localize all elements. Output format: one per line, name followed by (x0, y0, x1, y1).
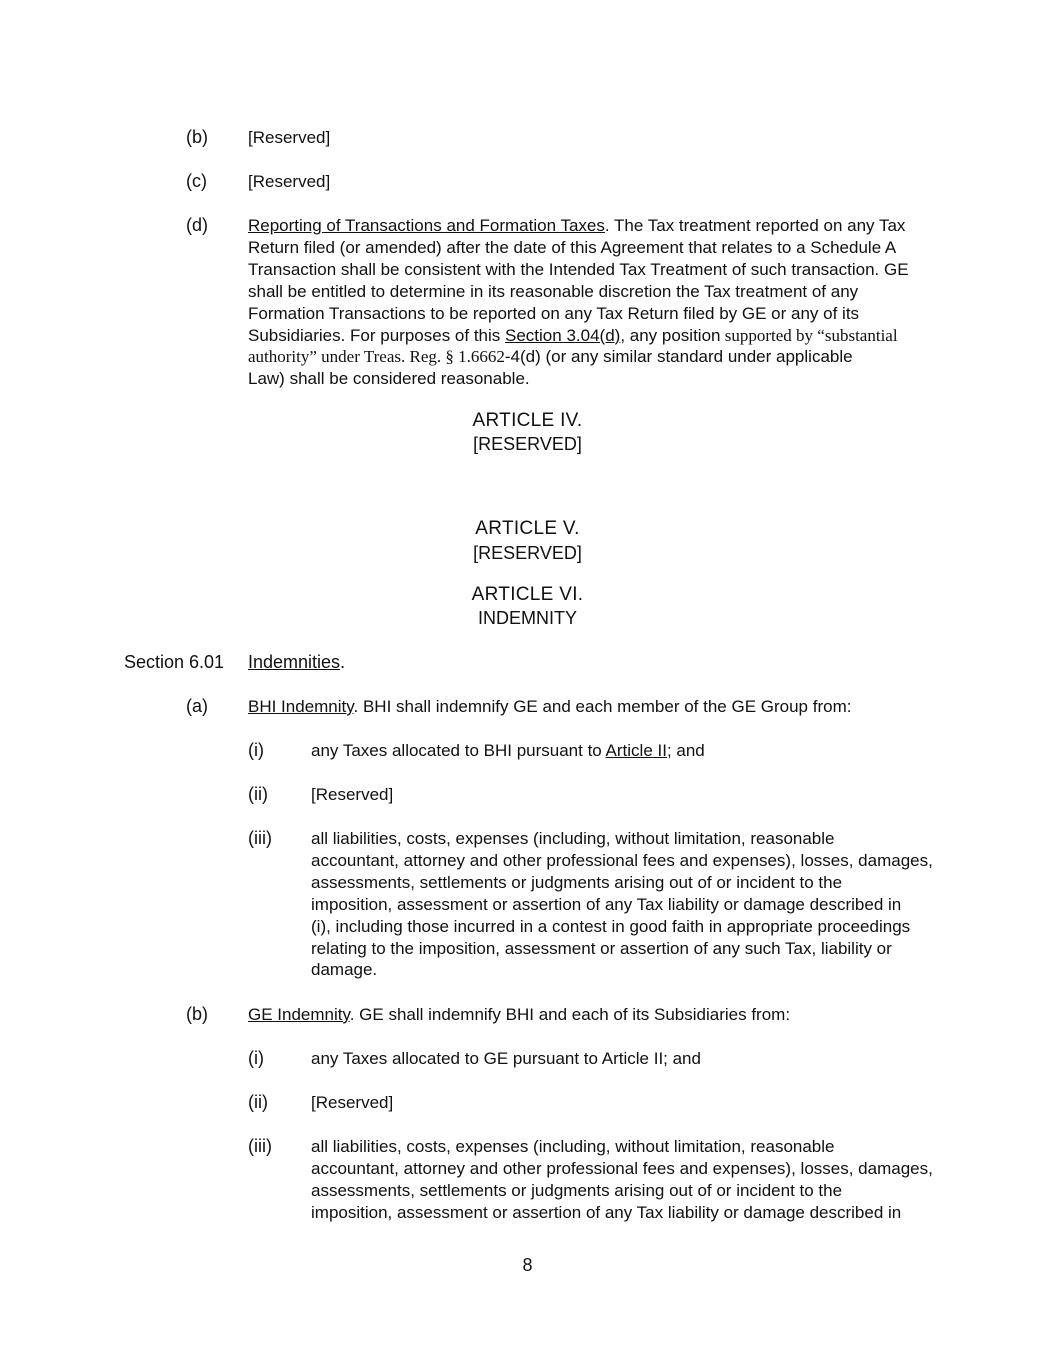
item-heading-b2: GE Indemnity (248, 1005, 350, 1024)
subitem-label-a-i: (i) (248, 740, 264, 760)
section-reference-link: Section 3.04(d) (505, 325, 621, 345)
article-iv-subtitle: [RESERVED] (473, 434, 582, 454)
subitem-label-b-iii: (iii) (248, 1136, 272, 1156)
subitem-label-b-ii: (ii) (248, 1092, 268, 1112)
item-heading-a: BHI Indemnity (248, 697, 354, 716)
subitem-text-a-ii: [Reserved] (311, 785, 394, 804)
item-text-b2: GE Indemnity. GE shall indemnify BHI and each of its Subsidiaries from: (248, 1005, 791, 1024)
item-label-b2: (b) (186, 1004, 208, 1024)
subitem-text-b-ii: [Reserved] (311, 1093, 394, 1112)
article-iv-title: ARTICLE IV. (472, 410, 583, 431)
item-text-b: [Reserved] (248, 128, 331, 147)
item-label-c: (c) (186, 171, 207, 191)
item-label-d: (d) (186, 215, 208, 235)
item-label-a: (a) (186, 696, 208, 716)
item-text-c: [Reserved] (248, 172, 331, 191)
article-reference-link: Article II (605, 741, 667, 760)
subitem-label-b-i: (i) (248, 1048, 264, 1068)
article-v-subtitle: [RESERVED] (473, 543, 582, 563)
item-label-b: (b) (186, 127, 208, 147)
section-number: Section 6.01 (124, 652, 225, 672)
subitem-paragraph-a-iii: all liabilities, costs, expenses (including, without limitation, reasonable accountant, attorney and other professional fees and expenses), losses, damages, assessments, settlements or judgments arising out of or incident to the imposition, assessment or assertion of any Tax liability or damage described in (i), including those incurred in a contest in good faith in appropriate proceedings relating to the imposition, assessment or assertion of any such Tax, liability or damage. (311, 829, 933, 980)
subitem-paragraph-b-iii: all liabilities, costs, expenses (including, without limitation, reasonable accountant, attorney and other professional fees and expenses), losses, damages, assessments, settlements or judgments arising out of or incident to the imposition, assessment or assertion of any Tax liability or damage described in (311, 1137, 933, 1222)
subitem-label-a-iii: (iii) (248, 828, 272, 848)
item-text-a: BHI Indemnity. BHI shall indemnify GE and each member of the GE Group from: (248, 697, 852, 716)
subitem-label-a-ii: (ii) (248, 784, 268, 804)
section-title: Indemnities. (248, 652, 346, 672)
item-heading-d: Reporting of Transactions and Formation Taxes (248, 216, 605, 235)
article-vi-subtitle: INDEMNITY (478, 608, 577, 628)
page-number: 8 (522, 1255, 533, 1275)
item-paragraph-d: Reporting of Transactions and Formation Taxes. The Tax treatment reported on any Tax Return filed (or amended) after the date of this Agreement that relates to a Schedule A Transaction shall be consistent with the Intended Tax Treatment of such transaction. GE shall be entitled to determine in its reasonable discretion the Tax treatment of any Formation Transactions to be reported on any Tax Return filed by GE or any of its Subsidiaries. For purposes of this Section 3.04(d), any position supported by “substantial authority” under Treas. Reg. § 1.6662-4(d) (or any similar standard under applicable Law) shall be considered reasonable. (248, 216, 909, 389)
subitem-text-b-i: any Taxes allocated to GE pursuant to Article II; and (311, 1049, 701, 1068)
article-v-title: ARTICLE V. (475, 518, 580, 539)
subitem-text-a-i: any Taxes allocated to BHI pursuant to Article II; and (311, 741, 705, 760)
article-vi-title: ARTICLE VI. (471, 584, 584, 605)
